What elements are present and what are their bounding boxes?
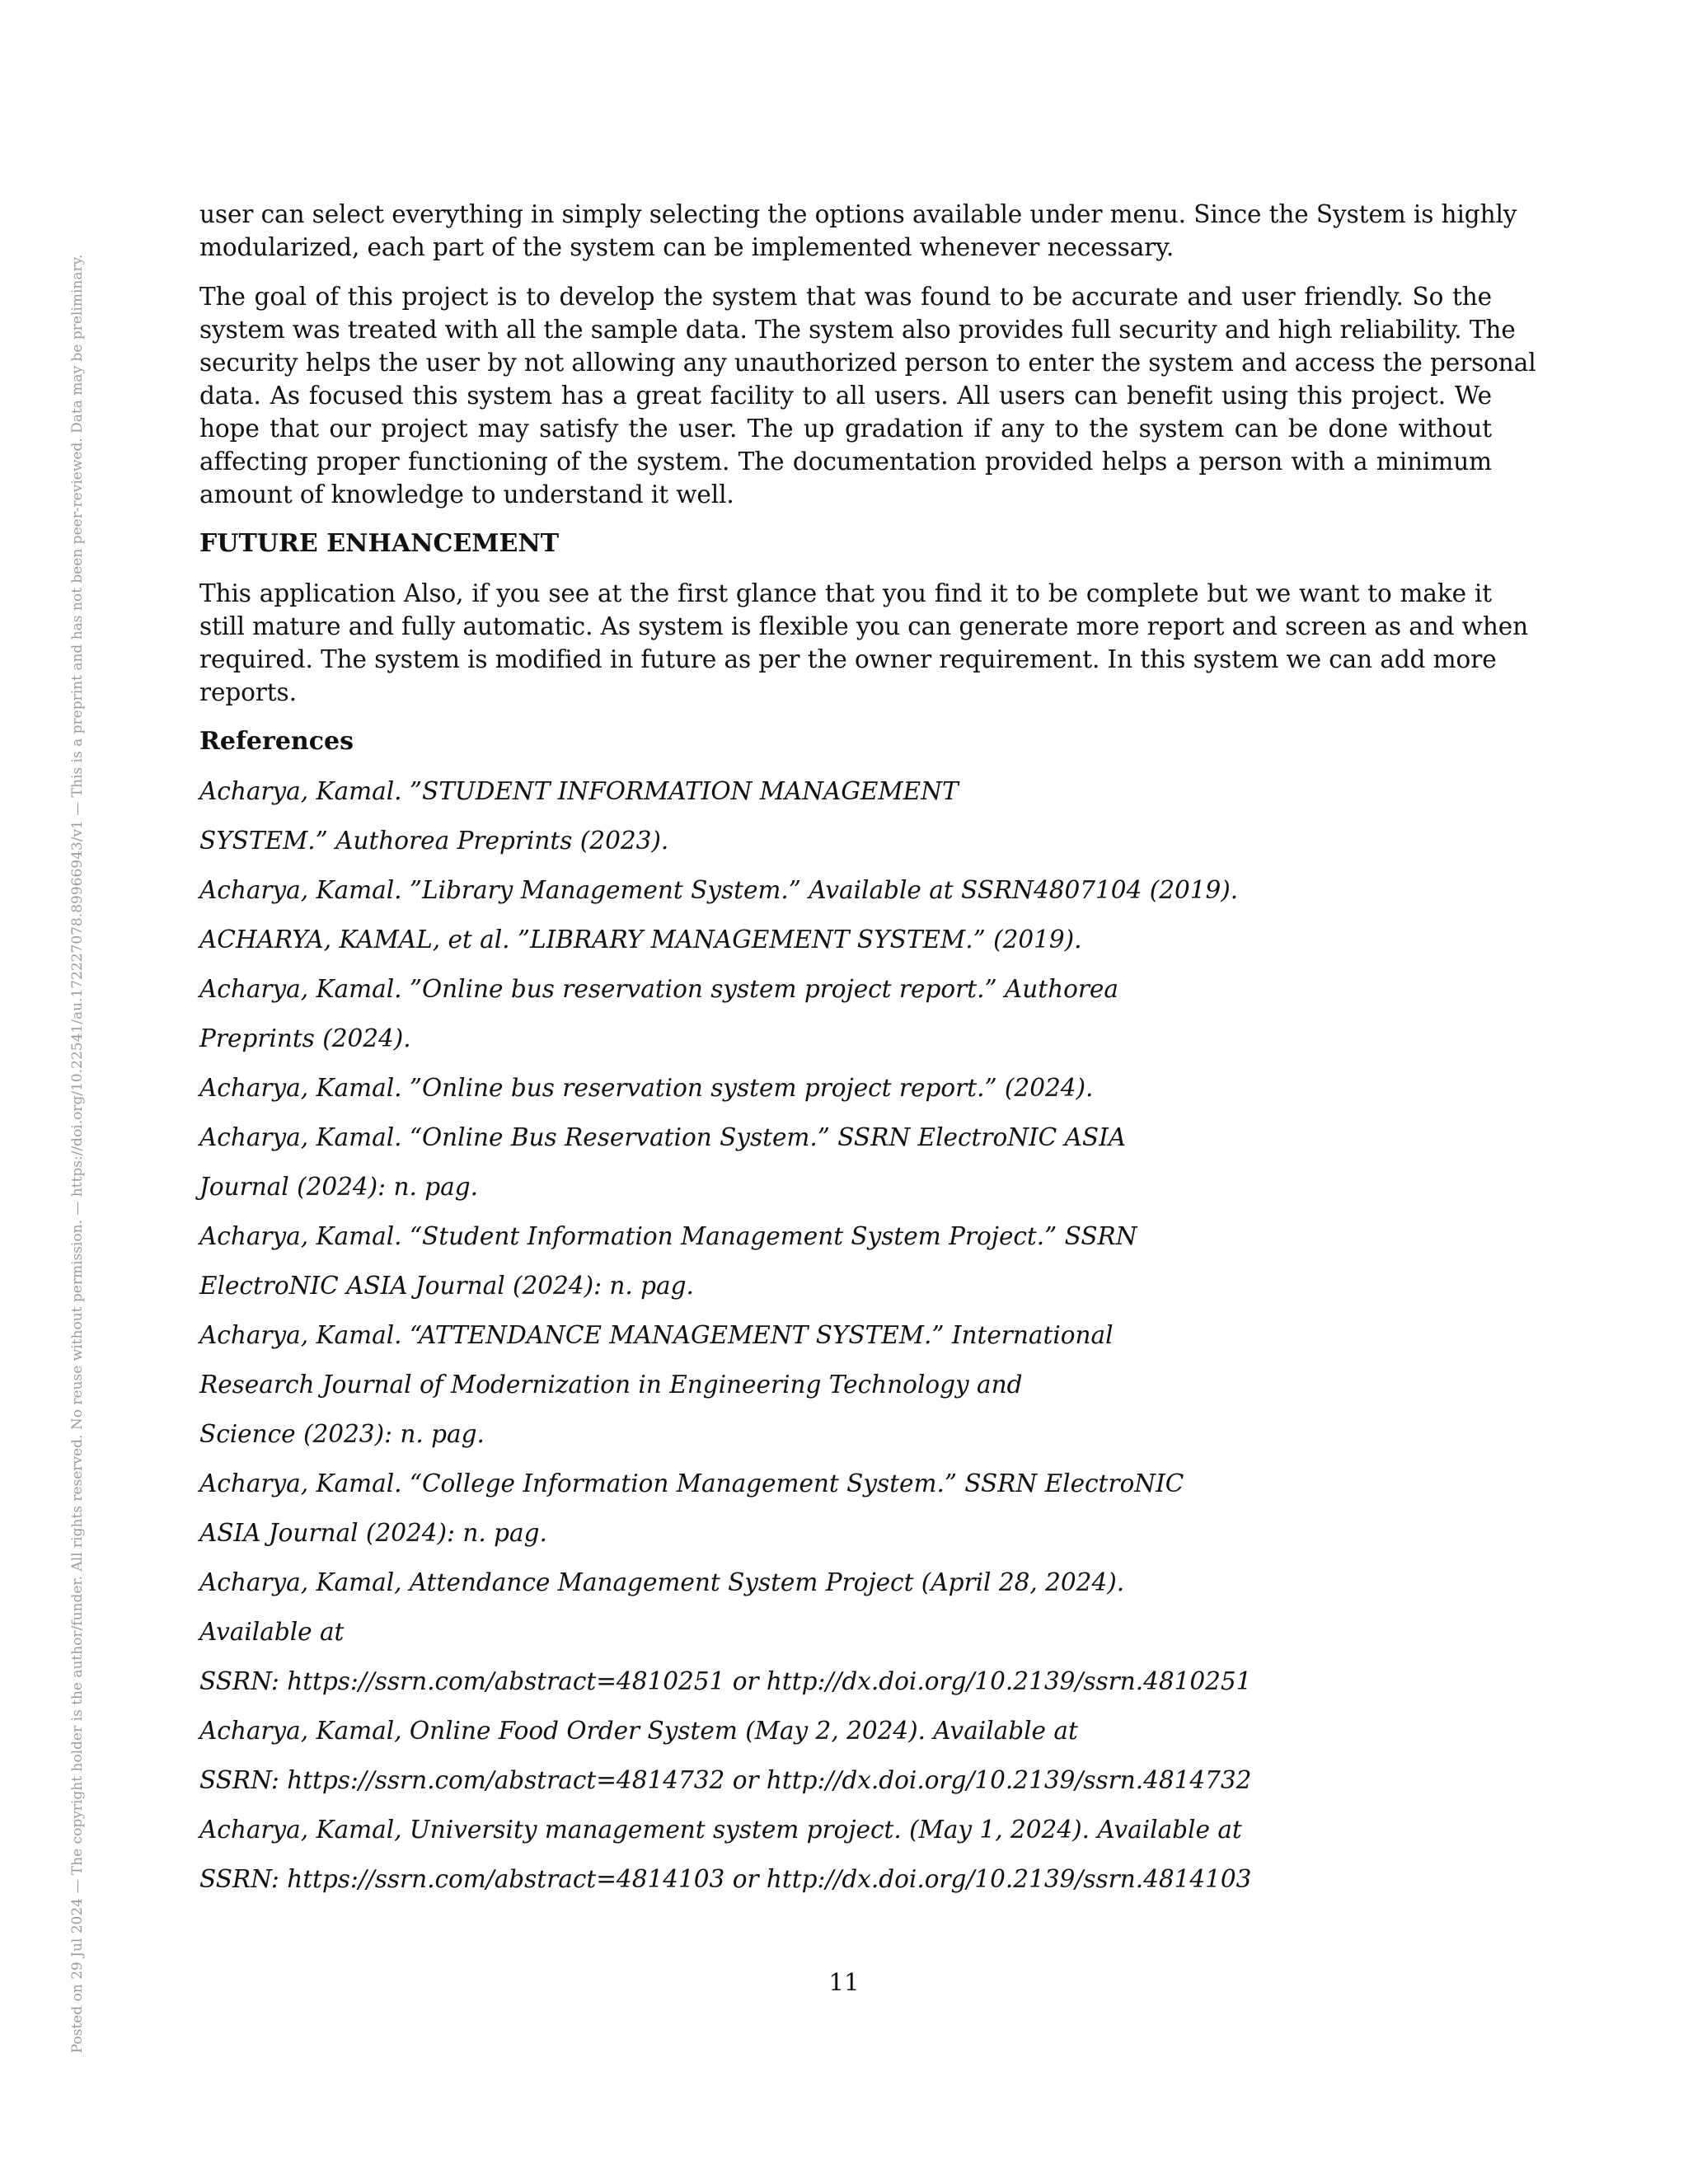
reference-line: Journal (2024): n. pag. [199,1173,478,1201]
reference-line: Acharya, Kamal. ”STUDENT INFORMATION MANAGEMENT [199,777,959,805]
text-line: system was treated with all the sample data. The system also provides full security and high reliability. The [199,316,1516,344]
reference-line: ElectroNIC ASIA Journal (2024): n. pag. [199,1272,694,1300]
text-line: The goal of this project is to develop the system that was found to be accurate and user friendly. So the [199,283,1492,311]
page-number: 11 [828,1968,860,1996]
reference-line: Research Journal of Modernization in Engineering Technology and [199,1371,1023,1399]
reference-line: Acharya, Kamal, University management system project. (May 1, 2024). Available at [199,1816,1242,1844]
reference-line: Acharya, Kamal. “ATTENDANCE MANAGEMENT SYSTEM.” International [199,1321,1114,1349]
reference-line: SYSTEM.” Authorea Preprints (2023). [199,827,669,855]
text-line: hope that our project may satisfy the user. The up gradation if any to the system can be done without [199,415,1492,443]
text-line: data. As focused this system has a great facility to all users. All users can benefit using this project. We [199,382,1492,410]
reference-line: Acharya, Kamal. ”Library Management System.” Available at SSRN4807104 (2019). [199,876,1239,904]
preprint-watermark: Posted on 29 Jul 2024 — The copyright holder is the author/funder. All rights reserved. No reuse without permission. — https://doi.org/10.22541/au.172227078.89966943/v1 — This is a preprint and has not been peer-reviewed. Data may be preliminary. [69,254,86,2054]
text-line: amount of knowledge to understand it well. [199,480,734,509]
paragraph-intro [199,198,1517,264]
text-line: This application Also, if you see at the first glance that you find it to be complete but we want to make it [199,579,1492,607]
reference-line: Acharya, Kamal. ”Online bus reservation system project report.” (2024). [199,1074,1094,1102]
text-line: affecting proper functioning of the system. The documentation provided helps a person with a minimum [199,448,1492,476]
text-line: required. The system is modified in future as per the owner requirement. In this system we can add more [199,645,1497,673]
reference-list [199,775,1492,1912]
section-heading-future-enhancement: FUTURE ENHANCEMENT [199,529,560,558]
text-line: reports. [199,678,297,706]
paragraph-future [199,577,1528,709]
reference-line: Acharya, Kamal. ”Online bus reservation system project report.” Authorea [199,975,1118,1003]
reference-line: ASIA Journal (2024): n. pag. [199,1519,547,1547]
reference-line: SSRN: https://ssrn.com/abstract=4814103 or http://dx.doi.org/10.2139/ssrn.4814103 [199,1865,1252,1893]
reference-line: Preprints (2024). [199,1024,411,1052]
text-line: still mature and fully automatic. As system is flexible you can generate more report and screen as and when [199,612,1528,640]
text-line: security helps the user by not allowing any unauthorized person to enter the system and access the personal [199,349,1536,377]
reference-line: SSRN: https://ssrn.com/abstract=4814732 or http://dx.doi.org/10.2139/ssrn.4814732 [199,1766,1252,1794]
reference-line: SSRN: https://ssrn.com/abstract=4810251 or http://dx.doi.org/10.2139/ssrn.4810251 [199,1667,1252,1695]
text-line: modularized, each part of the system can be implemented whenever necessary. [199,233,1175,261]
reference-line: Acharya, Kamal, Online Food Order System (May 2, 2024). Available at [199,1717,1078,1745]
reference-line: Science (2023): n. pag. [199,1420,485,1448]
reference-line: Acharya, Kamal. “Online Bus Reservation System.” SSRN ElectroNIC ASIA [199,1123,1127,1151]
reference-line: Available at [199,1618,345,1646]
reference-line: Acharya, Kamal, Attendance Management System Project (April 28, 2024). [199,1568,1125,1596]
page-content [199,198,1536,1912]
reference-line: ACHARYA, KAMAL, et al. ”LIBRARY MANAGEMENT SYSTEM.” (2019). [199,926,1082,954]
text-line: user can select everything in simply selecting the options available under menu. Since the System is highly [199,200,1517,228]
section-heading-references: References [199,727,354,756]
paragraph-goal [199,280,1536,511]
reference-line: Acharya, Kamal. “College Information Management System.” SSRN ElectroNIC [199,1469,1184,1497]
reference-line: Acharya, Kamal. “Student Information Management System Project.” SSRN [199,1222,1137,1250]
